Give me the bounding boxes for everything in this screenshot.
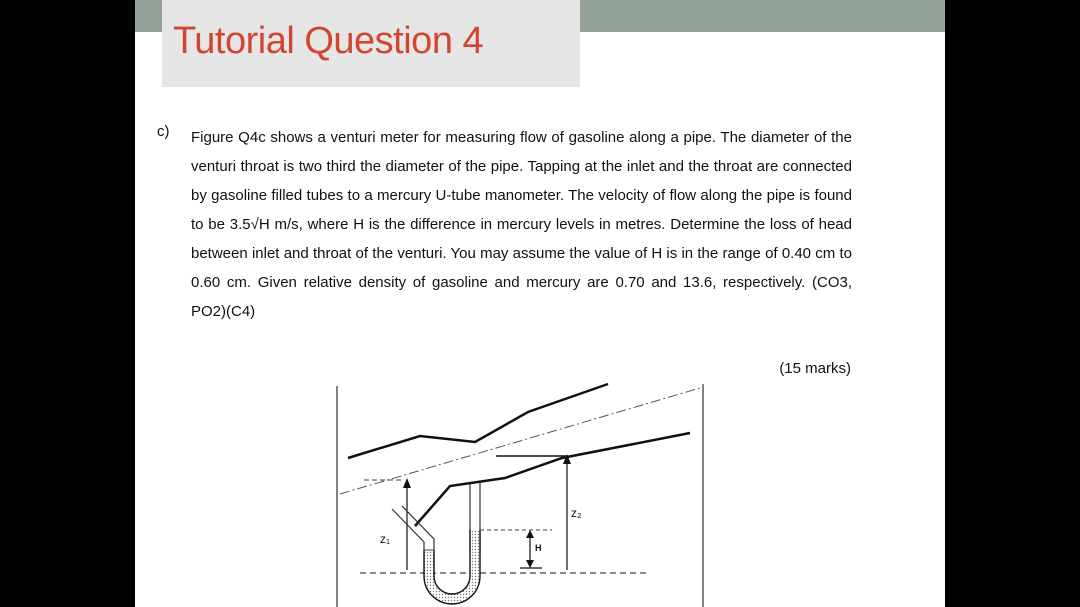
h-label: H [535, 543, 542, 553]
slide [135, 0, 945, 607]
z2-label: z₂ [571, 506, 582, 520]
question-text: Figure Q4c shows a venturi meter for measuring flow of gasoline along a pipe. The diameter of the venturi throat is two third the diameter of the pipe. Tapping at the inlet and the throat are connected by gasoline filled tubes to a mercury U-tube manometer. The velocity of flow along the pipe is found to be 3.5√H m/s, where H is the difference in mercury levels in metres. Determine the loss of head between inlet and throat of the venturi. You may assume the value of H is in the range of 0.40 cm to 0.60 cm. Given relative density of gasoline and mercury are 0.70 and 13.6, respectively. (CO3, PO2)(C4) [191, 129, 852, 320]
z1-label: z₁ [380, 532, 391, 546]
mercury-fill [424, 530, 480, 604]
slide-title: Tutorial Question 4 [173, 20, 484, 62]
marks-label: (15 marks) [779, 360, 851, 377]
pipe-lower-wall [415, 433, 690, 526]
pipe-upper-wall [348, 384, 608, 458]
z1-arrow-head [403, 478, 411, 488]
u-tube-inner-wall [434, 530, 470, 594]
venturi-figure [330, 380, 705, 607]
question-label: c) [157, 123, 170, 140]
h-arrow-head-bottom [526, 560, 534, 568]
h-arrow-head-top [526, 530, 534, 538]
venturi-diagram [330, 380, 705, 607]
title-box [162, 0, 580, 87]
